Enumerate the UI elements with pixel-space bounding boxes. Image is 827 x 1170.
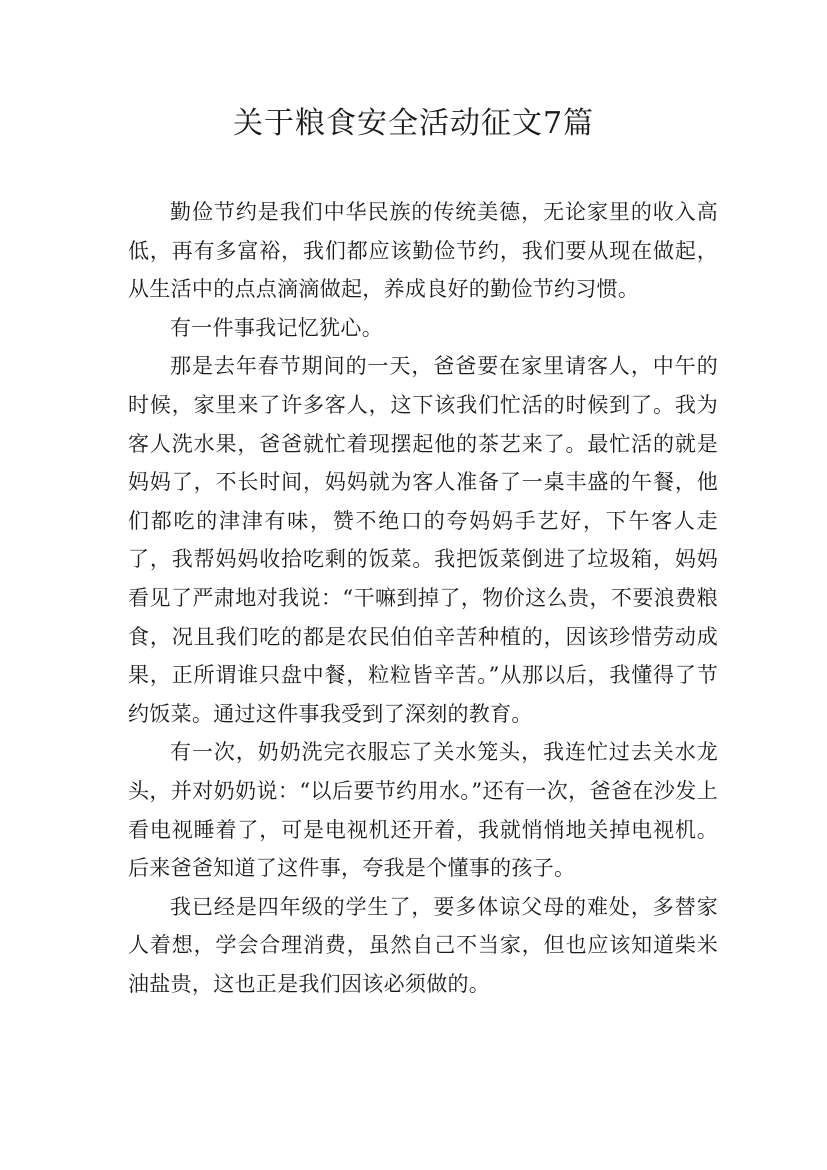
document-body	[128, 193, 718, 1003]
paragraph-2: 有一件事我记忆犹心。	[170, 315, 383, 340]
paragraph-5: 我已经是四年级的学生了，要多体谅父母的难处，多替家人着想，学会合理消费，虽然自己不当家，但也应该知道柴米油盐贵，这也正是我们因该必须做的。	[128, 894, 718, 996]
paragraph-4: 有一次，奶奶洗完衣服忘了关水笼头，我连忙过去关水龙头，并对奶奶说：“以后要节约用水。”还有一次，爸爸在沙发上看电视睡着了，可是电视机还开着，我就悄悄地关掉电视机。后来爸爸知道了这件事，夸我是个懂事的孩子。	[128, 740, 718, 881]
paragraph-1: 勤俭节约是我们中华民族的传统美德，无论家里的收入高低，再有多富裕，我们都应该勤俭节约，我们要从现在做起，从生活中的点点滴滴做起，养成良好的勤俭节约习惯。	[128, 200, 718, 302]
document-title: 关于粮食安全活动征文7篇	[232, 106, 595, 141]
paragraph-3: 那是去年春节期间的一天，爸爸要在家里请客人，中午的时候，家里来了许多客人，这下该我们忙活的时候到了。我为客人洗水果，爸爸就忙着现摆起他的茶艺来了。最忙活的就是妈妈了，不长时间，妈妈就为客人准备了一桌丰盛的午餐，他们都吃的津津有味，赞不绝口的夸妈妈手艺好，下午客人走了，我帮妈妈收拾吃剩的饭菜。我把饭菜倒进了垃圾箱，妈妈看见了严肃地对我说：“干嘛到掉了，物价这么贵，不要浪费粮食，况且我们吃的都是农民伯伯辛苦种植的，因该珍惜劳动成果，正所谓谁只盘中餐，粒粒皆辛苦。”从那以后，我懂得了节约饭菜。通过这件事我受到了深刻的教育。	[128, 354, 718, 726]
